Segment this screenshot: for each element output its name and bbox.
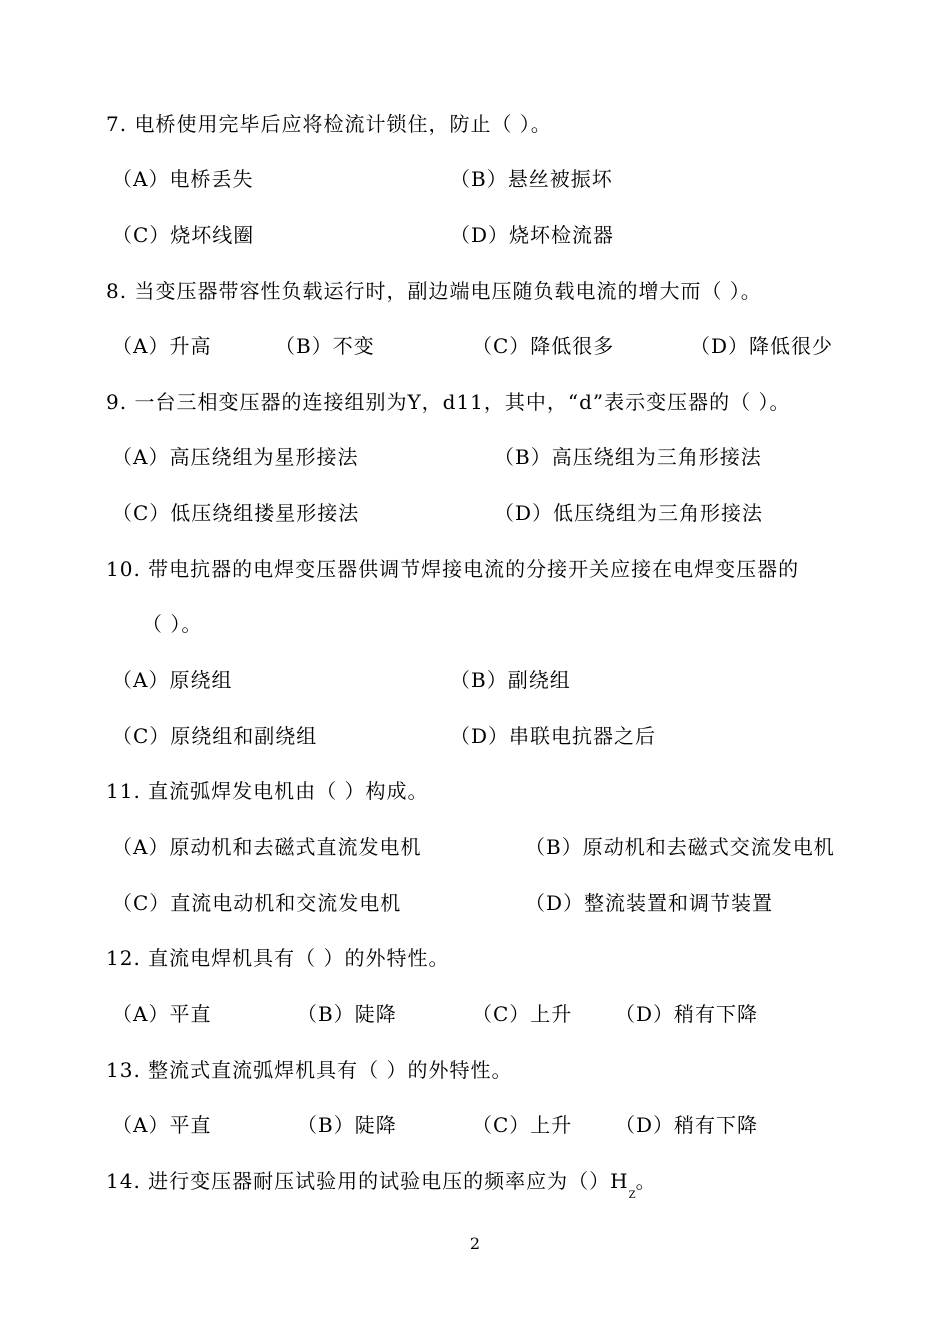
question-7-option-a: （A）电桥丢失: [112, 167, 254, 191]
question-9-option-c: （C）低压绕组搂星形接法: [112, 501, 360, 525]
question-9-stem: 9. 一台三相变压器的连接组别为Y，d11，其中，“d”表示变压器的（ ）。: [106, 390, 791, 414]
question-12-option-c: （C）上升: [472, 1002, 573, 1026]
question-9-option-b: （B）高压绕组为三角形接法: [494, 445, 762, 469]
question-8-option-a: （A）升高: [112, 334, 212, 358]
question-12-option-b: （B）陡降: [297, 1002, 397, 1026]
question-8-option-c: （C）降低很多: [472, 334, 615, 358]
question-10-option-c: （C）原绕组和副绕组: [112, 724, 318, 748]
question-8-option-d: （D）降低很少: [690, 334, 834, 358]
question-13-option-d: （D）稍有下降: [615, 1113, 759, 1137]
question-13-option-c: （C）上升: [472, 1113, 573, 1137]
question-14-stem-text: 14. 进行变压器耐压试验用的试验电压的频率应为（）H: [106, 1169, 629, 1193]
page-number: 2: [469, 1234, 481, 1253]
question-7-option-b: （B）悬丝被振坏: [450, 167, 613, 191]
question-10-option-d: （D）串联电抗器之后: [450, 724, 657, 748]
question-11-option-a: （A）原动机和去磁式直流发电机: [112, 835, 422, 859]
question-14-stem-end: 。: [635, 1169, 657, 1193]
question-11-option-d: （D）整流装置和调节装置: [525, 891, 774, 915]
question-14-stem: [106, 1167, 657, 1210]
question-9-option-a: （A）高压绕组为星形接法: [112, 445, 359, 469]
question-10-stem-continued: （ ）。: [142, 612, 203, 636]
question-13-option-a: （A）平直: [112, 1113, 212, 1137]
question-10-stem: 10. 带电抗器的电焊变压器供调节焊接电流的分接开关应接在电焊变压器的: [106, 557, 800, 581]
question-7-option-d: （D）烧坏检流器: [450, 223, 615, 247]
question-12-stem: 12. 直流电焊机具有（ ）的外特性。: [106, 946, 450, 970]
question-7-option-c: （C）烧坏线圈: [112, 223, 255, 247]
question-11-stem: 11. 直流弧焊发电机由（ ）构成。: [106, 779, 429, 803]
question-7-stem: 7. 电桥使用完毕后应将检流计锁住，防止（ ）。: [106, 112, 552, 136]
question-8-option-b: （B）不变: [275, 334, 375, 358]
question-13-option-b: （B）陡降: [297, 1113, 397, 1137]
question-11-option-c: （C）直流电动机和交流发电机: [112, 891, 402, 915]
question-11-option-b: （B）原动机和去磁式交流发电机: [525, 835, 835, 859]
question-9-option-d: （D）低压绕组为三角形接法: [494, 501, 764, 525]
question-8-stem: 8. 当变压器带容性负载运行时，副边端电压随负载电流的增大而（ ）。: [106, 279, 762, 303]
question-13-stem: 13. 整流式直流弧焊机具有（ ）的外特性。: [106, 1058, 513, 1082]
question-12-option-d: （D）稍有下降: [615, 1002, 759, 1026]
question-10-option-a: （A）原绕组: [112, 668, 233, 692]
question-12-option-a: （A）平直: [112, 1002, 212, 1026]
question-10-option-b: （B）副绕组: [450, 668, 571, 692]
question-14-subscript: Z: [628, 1190, 636, 1201]
